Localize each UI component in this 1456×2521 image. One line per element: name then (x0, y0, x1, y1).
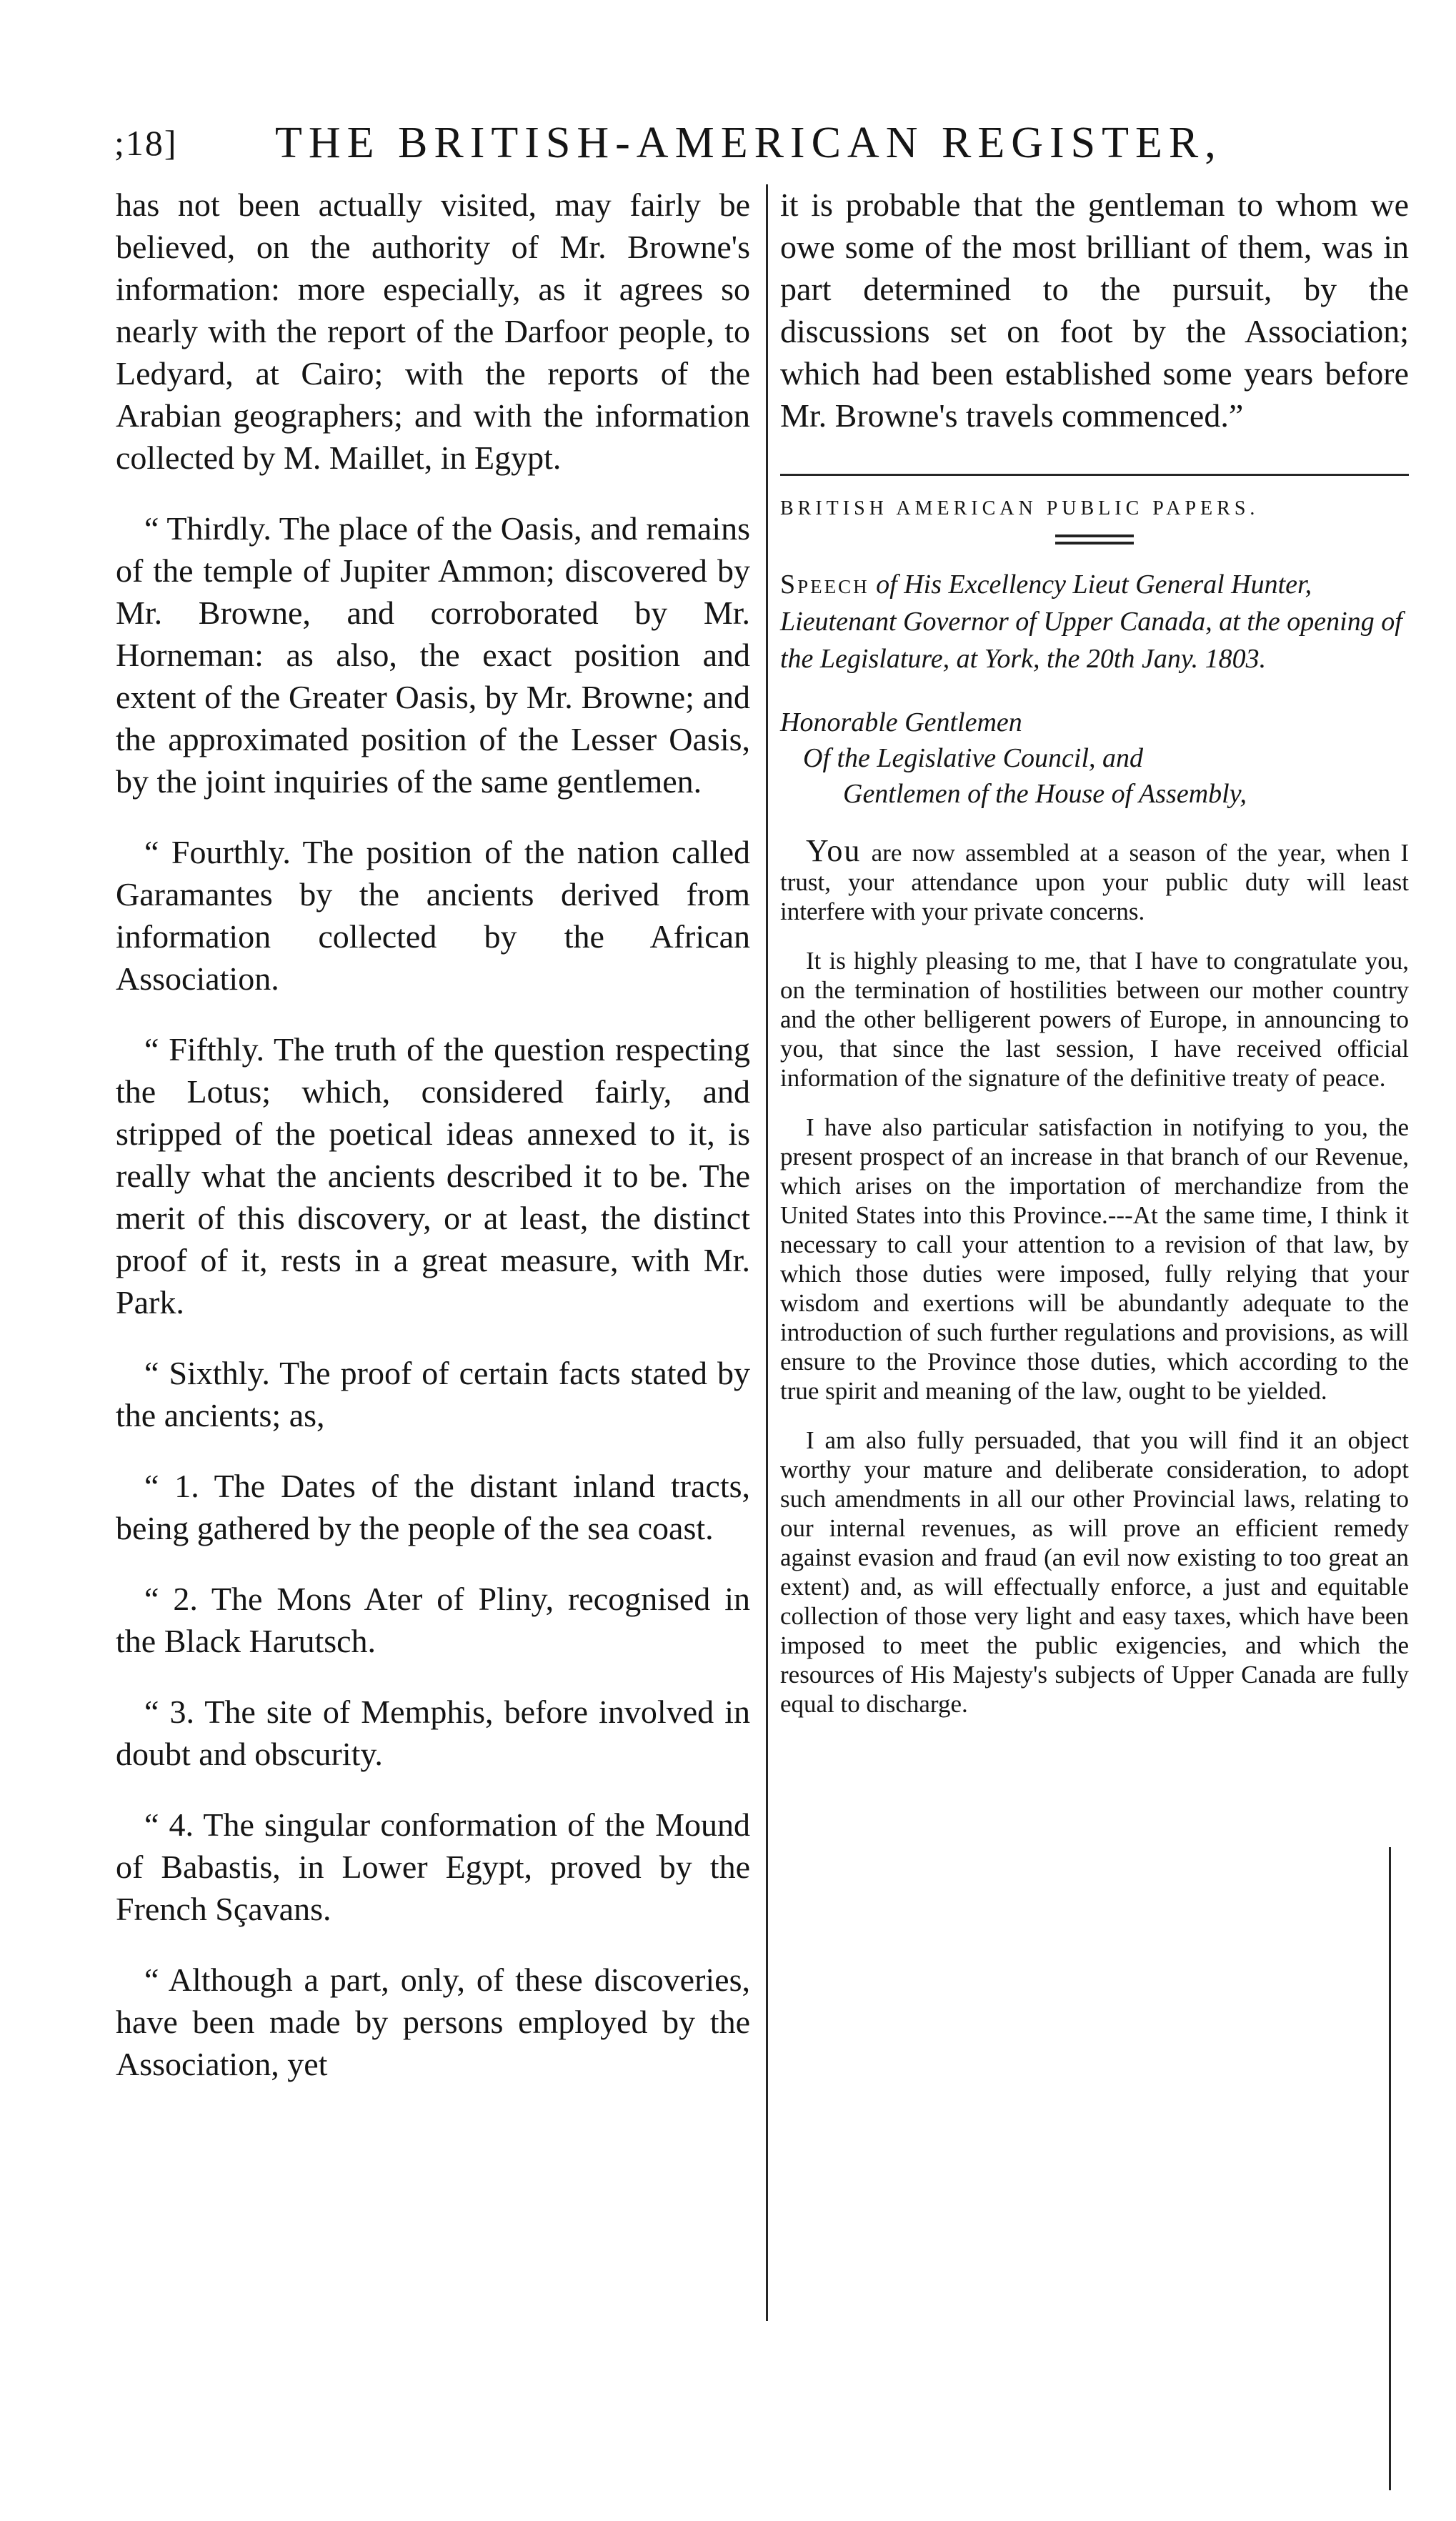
speech-paragraph-3: I have also particular satisfaction in notifying to you, the present prospect of an increase in that branch of our Revenue, which arises on the importation of merchandize from the United States into this Province.---At the same time, I think it necessary to call your attention to a revision of that law, by which those duties were imposed, fully relying that your wisdom and exertions will be abundantly adequate to the introduction of such further regulations and provisions, as will ensure to the Province those duties, which according to the true spirit and meaning of the law, ought to be yielded. (780, 1113, 1409, 1405)
paragraph-although: “ Although a part, only, of these discoveries, have been made by persons employed by the Association, yet (116, 1961, 750, 2082)
ornamental-rule (1055, 534, 1134, 545)
speech-paragraph-1 (780, 833, 1410, 926)
margin-rule (1389, 1847, 1391, 2490)
speech-title (780, 566, 1409, 677)
paragraph-item-2: “ 2. The Mons Ater of Pliny, recognised in the Black Harutsch. (116, 1581, 750, 1659)
salutation-line-1: Honorable Gentlemen (780, 707, 1022, 737)
speech-paragraph-1-lead: You (806, 833, 862, 868)
paragraph-thirdly: “ Thirdly. The place of the Oasis, and remains of the temple of Jupiter Ammon; discovered by Mr. Browne, and corroborated by Mr. Horneman: as also, the exact position and extent of the Greater Oasis, by Mr. Browne; and the approximated position of the Lesser Oasis, by the joint inquiries of the same gentlemen. (116, 510, 750, 800)
paragraph-item-1: “ 1. The Dates of the distant inland tracts, being gathered by the people of the sea coast. (116, 1468, 750, 1546)
paragraph-item-4: “ 4. The singular conformation of the Mound of Babastis, in Lower Egypt, proved by the French Sçavans. (116, 1806, 750, 1927)
page-header (114, 118, 1315, 182)
paragraph-fifthly: “ Fifthly. The truth of the question respecting the Lotus; which, considered fairly, and stripped of the poetical ideas annexed to it, is really what the ancients described it to be. The merit of this discovery, or at least, the distinct proof of it, rests in a great measure, with Mr. Park. (116, 1031, 750, 1321)
paragraph-sixthly: “ Sixthly. The proof of certain facts stated by the ancients; as, (116, 1355, 750, 1433)
column-divider (766, 184, 768, 2321)
right-column (780, 184, 1409, 1719)
speech-paragraph-4: I am also fully persuaded, that you will find it an object worthy your mature and deliberate consideration, to adopt such amendments in all our other Provincial laws, relating to our internal revenues, as will prove an efficient remedy against evasion and fraud (an evil now existing to too great an extent) and, as will effectually enforce, a just and equitable collection of those very light and easy taxes, which have been imposed to meet the public exigencies, and which the resources of His Majesty's subjects of Upper Canada are fully equal to discharge. (780, 1426, 1409, 1718)
section-title: BRITISH AMERICAN PUBLIC PAPERS. (780, 497, 1260, 519)
paragraph-continuation: has not been actually visited, may fairly be believed, on the authority of Mr. Browne's information: more especially, as it agrees so nearly with the report of the Darfoor people, to Ledyard, at Cairo; with the reports of the Arabian geographers; and with the information collected by M. Maillet, in Egypt. (116, 187, 750, 476)
speech-title-text: of His Excellency Lieut General Hunter, Lieutenant Governor of Upper Canada, at the opening of the Legislature, at York, the 20th Jany. 1803. (780, 570, 1402, 674)
page-number: ;18] (114, 123, 178, 163)
speech-paragraph-1-text: are now assembled at a season of the year, when I trust, your attendance upon your public duty will least interfere with your private concerns. (780, 839, 1410, 925)
left-column (116, 184, 750, 2085)
section-rule (780, 474, 1409, 476)
salutation-line-2: Of the Legislative Council, and (803, 743, 1144, 773)
speech-lead: Speech (780, 570, 869, 600)
paragraph-item-3: “ 3. The site of Memphis, before involved in doubt and obscurity. (116, 1694, 750, 1772)
paragraph-fourthly: “ Fourthly. The position of the nation called Garamantes by the ancients derived from information collected by the African Association. (116, 834, 750, 997)
salutation (780, 705, 1409, 812)
speech-paragraph-2: It is highly pleasing to me, that I have to congratulate you, on the termination of hostilities between our mother country and the other belligerent powers of Europe, in announcing to you, that since the last session, I have received official information of the signature of the definitive treaty of peace. (780, 947, 1409, 1092)
paragraph-continuation-right: it is probable that the gentleman to whom we owe some of the most brilliant of them, was in part determined to the pursuit, by the discussions set on foot by the Association; which had been established some years before Mr. Browne's travels commenced.” (780, 187, 1409, 434)
salutation-line-3: Gentlemen of the House of Assembly, (843, 779, 1247, 809)
running-head: THE BRITISH-AMERICAN REGISTER, (275, 119, 1222, 167)
